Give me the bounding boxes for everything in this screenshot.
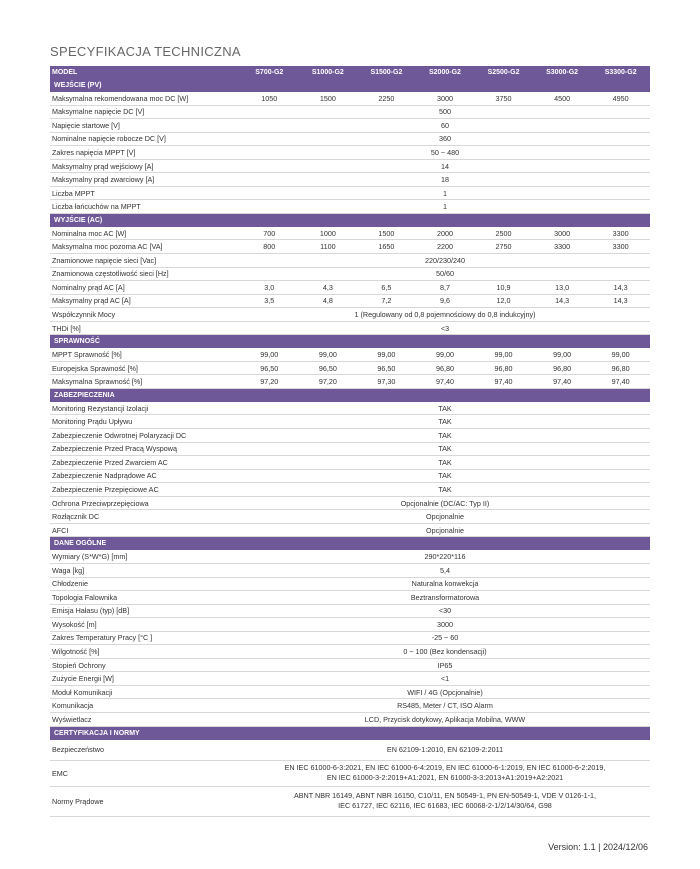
section-title: CERTYFIKACJA I NORMY xyxy=(54,729,140,737)
cell-value: 1100 xyxy=(320,242,336,252)
row-label: Normy Prądowe xyxy=(52,796,104,806)
row-value: 1 (Regulowany od 0,8 pojemnościowy do 0,8 indukcyjny) xyxy=(354,309,536,319)
row-label: Maksymalna rekomendowana moc DC [W] xyxy=(52,93,189,103)
table-row xyxy=(50,322,650,336)
section-header xyxy=(50,214,650,227)
row-value: Opcjonalnie xyxy=(426,512,464,522)
row-label: Topologia Falownika xyxy=(52,592,118,602)
table-row xyxy=(50,187,650,201)
table-row xyxy=(50,146,650,160)
version-label: Version: 1.1 | 2024/12/06 xyxy=(548,842,648,852)
row-value: <30 xyxy=(438,606,452,616)
spec-table xyxy=(50,66,650,817)
table-row xyxy=(50,591,650,605)
row-value: TAK xyxy=(438,457,452,467)
cell-value: 97,40 xyxy=(435,377,454,387)
cell-value: 1050 xyxy=(261,93,278,103)
cell-value: 99,00 xyxy=(435,350,454,360)
table-row xyxy=(50,632,650,646)
row-value: 360 xyxy=(439,134,451,144)
row-label: Zabezpieczenie Nadprądowe AC xyxy=(52,471,157,481)
table-row xyxy=(50,497,650,511)
table-row xyxy=(50,200,650,214)
row-label: Współczynnik Mocy xyxy=(52,309,116,319)
row-value: WIFI / 4G (Opcjonalnie) xyxy=(407,687,483,697)
row-value: 500 xyxy=(439,107,451,117)
row-label: Bezpieczeństwo xyxy=(52,745,104,755)
section-header xyxy=(50,389,650,402)
cell-value: 3300 xyxy=(554,242,571,252)
cell-value: 99,00 xyxy=(260,350,279,360)
table-row xyxy=(50,659,650,673)
row-label: Komunikacja xyxy=(52,701,94,711)
cell-value: 96,50 xyxy=(318,363,337,373)
row-value: <1 xyxy=(440,674,450,684)
cell-value: 97,40 xyxy=(553,377,572,387)
page-title: SPECYFIKACJA TECHNICZNA xyxy=(50,44,241,59)
table-row xyxy=(50,672,650,686)
cell-value: 7,2 xyxy=(381,296,392,306)
row-value: 1 xyxy=(443,188,447,198)
table-row xyxy=(50,133,650,147)
cell-value: 10,9 xyxy=(496,282,511,292)
cell-value: 97,20 xyxy=(318,377,337,387)
cell-value: 1500 xyxy=(319,93,336,103)
header-model-s3300-g2: S3300-G2 xyxy=(604,69,637,76)
row-label: Chłodzenie xyxy=(52,579,88,589)
cell-value: 96,80 xyxy=(611,363,630,373)
cell-value: 97,40 xyxy=(611,377,630,387)
table-row xyxy=(50,686,650,700)
table-row xyxy=(50,227,650,241)
table-row xyxy=(50,240,650,254)
row-value: TAK xyxy=(438,430,452,440)
row-value: EN 62109-1:2010, EN 62109-2:2011 xyxy=(386,745,504,755)
table-row xyxy=(50,119,650,133)
row-label: Nominalna moc AC [W] xyxy=(52,228,127,238)
row-label: Monitoring Rezystancji Izolacji xyxy=(52,403,149,413)
row-label: Zakres Temperatury Pracy [°C ] xyxy=(52,633,153,643)
cell-value: 8,7 xyxy=(439,282,450,292)
row-value: <3 xyxy=(440,323,450,333)
row-label: Nominalny prąd AC [A] xyxy=(52,282,125,292)
header-model-s2500-g2: S2500-G2 xyxy=(487,69,520,76)
row-label: Maksymalny prąd zwarciowy [A] xyxy=(52,175,155,185)
table-row xyxy=(50,618,650,632)
cell-value: 14,3 xyxy=(555,296,570,306)
row-label: Wymiary (S*W*G) [mm] xyxy=(52,552,128,562)
table-row xyxy=(50,295,650,309)
table-row xyxy=(50,713,650,727)
header-model-s3000-g2: S3000-G2 xyxy=(546,69,579,76)
table-row xyxy=(50,645,650,659)
row-label: Maksymalne napięcie DC [V] xyxy=(52,107,145,117)
row-label: Zabezpieczenie Przed Zwarciem AC xyxy=(52,457,168,467)
row-value xyxy=(240,791,650,811)
section-title: SPRAWNOŚĆ xyxy=(54,338,100,346)
table-row xyxy=(50,740,650,761)
row-value: TAK xyxy=(438,403,452,413)
row-label: Maksymalna moc pozorna AC [VA] xyxy=(52,242,163,252)
row-label: Maksymalny prąd wejściowy [A] xyxy=(52,161,154,171)
row-value: IP65 xyxy=(437,660,453,670)
cell-value: 6,5 xyxy=(381,282,392,292)
row-label: Znamionowe napięcie sieci [Vac] xyxy=(52,255,157,265)
table-row xyxy=(50,173,650,187)
table-row xyxy=(50,787,650,817)
table-row xyxy=(50,470,650,484)
cell-value: 800 xyxy=(263,242,276,252)
cell-value: 96,50 xyxy=(377,363,396,373)
cell-value: 96,80 xyxy=(435,363,454,373)
cell-value: 1500 xyxy=(378,228,395,238)
cell-value: 2250 xyxy=(378,93,395,103)
cell-value: 13,0 xyxy=(555,282,570,292)
row-label: Wysokość [m] xyxy=(52,619,97,629)
cell-value: 3750 xyxy=(495,93,512,103)
header-model-label: MODEL xyxy=(52,69,78,76)
table-row xyxy=(50,429,650,443)
table-row xyxy=(50,605,650,619)
row-value: 60 xyxy=(441,120,449,130)
row-value: 220/230/240 xyxy=(425,255,465,265)
cell-value: 97,20 xyxy=(260,377,279,387)
table-row xyxy=(50,362,650,376)
cell-value: 9,6 xyxy=(439,296,450,306)
section-header xyxy=(50,537,650,550)
cell-value: 97,40 xyxy=(494,377,513,387)
cell-value: 1650 xyxy=(378,242,395,252)
table-row xyxy=(50,415,650,429)
row-label: Stopień Ochrony xyxy=(52,660,106,670)
row-value: 0 ~ 100 (Bez kondensacji) xyxy=(403,647,487,656)
table-row xyxy=(50,761,650,787)
row-label: Rozłącznik DC xyxy=(52,512,100,522)
table-header-row xyxy=(50,66,650,79)
table-row xyxy=(50,699,650,713)
row-label: Monitoring Prądu Upływu xyxy=(52,417,133,427)
table-row xyxy=(50,578,650,592)
cell-value: 96,80 xyxy=(553,363,572,373)
row-value: 3000 xyxy=(437,619,453,629)
row-label: Wyświetlacz xyxy=(52,714,92,724)
row-label: Maksymalna Sprawność [%] xyxy=(52,377,143,387)
cell-value: 3300 xyxy=(612,228,629,238)
row-value: Beztransformatorowa xyxy=(410,592,480,602)
table-row xyxy=(50,160,650,174)
row-value: 18 xyxy=(441,175,449,185)
row-value: TAK xyxy=(438,471,452,481)
table-row xyxy=(50,106,650,120)
row-label: Zabezpieczenie Przepięciowe AC xyxy=(52,484,159,494)
row-label: EMC xyxy=(52,768,68,778)
cell-value: 14,3 xyxy=(613,282,628,292)
table-row xyxy=(50,564,650,578)
cell-value: 2000 xyxy=(436,228,453,238)
row-value: TAK xyxy=(438,484,452,494)
cell-value: 2200 xyxy=(436,242,453,252)
row-label: Napięcie startowe [V] xyxy=(52,120,120,130)
cell-value: 1000 xyxy=(319,228,336,238)
row-label: Zabezpieczenie Odwrotnej Polaryzacji DC xyxy=(52,430,187,440)
table-row xyxy=(50,483,650,497)
header-model-s700-g2: S700-G2 xyxy=(255,69,284,76)
section-header xyxy=(50,79,650,92)
table-row xyxy=(50,375,650,389)
cell-value: 12,0 xyxy=(496,296,511,306)
cell-value: 3,0 xyxy=(264,282,275,292)
row-label: Zakres napięcia MPPT [V] xyxy=(52,147,136,157)
cell-value: 97,30 xyxy=(377,377,396,387)
table-row xyxy=(50,254,650,268)
cell-value: 3,5 xyxy=(264,296,275,306)
table-row xyxy=(50,348,650,362)
cell-value: 14,3 xyxy=(613,296,628,306)
row-value-line: IEC 61727, IEC 62116, IEC 61683, IEC 60068-2-1/2/14/30/64, G98 xyxy=(338,801,552,811)
row-label: Waga [kg] xyxy=(52,565,85,575)
table-row xyxy=(50,308,650,322)
section-title: WYJŚCIE (AC) xyxy=(54,216,103,224)
row-value: 5,4 xyxy=(440,565,450,575)
table-row xyxy=(50,456,650,470)
row-value: TAK xyxy=(438,444,452,454)
row-label: Emisja Hałasu (typ) [dB] xyxy=(52,606,130,616)
row-label: Zabezpieczenie Przed Pracą Wyspową xyxy=(52,444,177,454)
row-label: Moduł Komunikacji xyxy=(52,687,113,697)
row-value: 50/60 xyxy=(436,269,454,279)
cell-value: 99,00 xyxy=(553,350,572,360)
cell-value: 3000 xyxy=(436,93,453,103)
cell-value: 99,00 xyxy=(377,350,396,360)
row-label: Wilgotność [%] xyxy=(52,647,100,656)
header-model-s1500-g2: S1500-G2 xyxy=(370,69,403,76)
cell-value: 2500 xyxy=(495,228,512,238)
table-row xyxy=(50,281,650,295)
section-title: DANE OGÓLNE xyxy=(54,540,107,548)
row-label: Liczba MPPT xyxy=(52,188,95,198)
row-label: THDi [%] xyxy=(52,323,81,333)
table-row xyxy=(50,402,650,416)
row-label: Maksymalny prąd AC [A] xyxy=(52,296,131,306)
row-value: Naturalna konwekcja xyxy=(411,579,479,589)
row-label: Europejska Sprawność [%] xyxy=(52,363,138,373)
table-row xyxy=(50,268,650,282)
table-row xyxy=(50,510,650,524)
row-label: Liczba łańcuchów na MPPT xyxy=(52,202,141,212)
row-value: 14 xyxy=(441,161,449,171)
row-label: AFCI xyxy=(52,525,69,535)
cell-value: 2750 xyxy=(495,242,512,252)
row-value: 50 ~ 480 xyxy=(430,147,460,157)
table-row xyxy=(50,550,650,564)
table-row xyxy=(50,524,650,538)
row-label: MPPT Sprawność [%] xyxy=(52,350,122,360)
row-label: Zużycie Energii [W] xyxy=(52,674,114,684)
row-value-line: ABNT NBR 16149, ABNT NBR 16150, C10/11, EN 50549-1, PN EN-50549-1, VDE V 0126-1-1, xyxy=(293,791,597,801)
row-value: 290*220*116 xyxy=(424,552,466,562)
row-value: -25 ~ 60 xyxy=(431,633,459,643)
row-value: TAK xyxy=(438,417,452,427)
cell-value: 4,8 xyxy=(322,296,333,306)
cell-value: 3000 xyxy=(554,228,571,238)
row-value-line: EN IEC 61000-3-2:2019+A1:2021, EN 61000-3-3:2013+A1:2019+A2:2021 xyxy=(326,773,564,783)
row-value: Opcjonalnie xyxy=(426,525,464,535)
row-value: RS485, Meter / CT, ISO Alarm xyxy=(397,701,493,711)
cell-value: 99,00 xyxy=(318,350,337,360)
cell-value: 96,80 xyxy=(494,363,513,373)
section-header xyxy=(50,727,650,740)
row-value: 1 xyxy=(443,202,447,212)
cell-value: 4950 xyxy=(612,93,629,103)
row-value: LCD, Przycisk dotykowy, Aplikacja Mobilna, WWW xyxy=(364,714,526,724)
header-model-s2000-g2: S2000-G2 xyxy=(429,69,461,76)
row-value-line: EN IEC 61000-6-3:2021, EN IEC 61000-6-4:2019, EN IEC 61000-6-1:2019, EN IEC 61000-6-2:2019, xyxy=(284,763,606,773)
cell-value: 4,3 xyxy=(322,282,333,292)
cell-value: 99,00 xyxy=(494,350,513,360)
cell-value: 99,00 xyxy=(611,350,630,360)
table-row xyxy=(50,92,650,106)
cell-value: 4500 xyxy=(554,93,571,103)
row-value: Opcjonalnie (DC/AC: Typ II) xyxy=(400,498,490,508)
row-label: Nominalne napięcie robocze DC [V] xyxy=(52,134,166,144)
cell-value: 3300 xyxy=(612,242,629,252)
row-value xyxy=(240,763,650,783)
header-model-s1000-g2: S1000-G2 xyxy=(311,69,344,76)
row-label: Znamionowa częstotliwość sieci [Hz] xyxy=(52,269,169,279)
row-label: Ochrona Przeciwprzepięciowa xyxy=(52,498,149,508)
cell-value: 700 xyxy=(263,228,276,238)
table-row xyxy=(50,443,650,457)
section-header xyxy=(50,335,650,348)
section-title: ZABEZPIECZENIA xyxy=(54,391,115,399)
cell-value: 96,50 xyxy=(260,363,279,373)
section-title: WEJŚCIE (PV) xyxy=(54,82,102,89)
